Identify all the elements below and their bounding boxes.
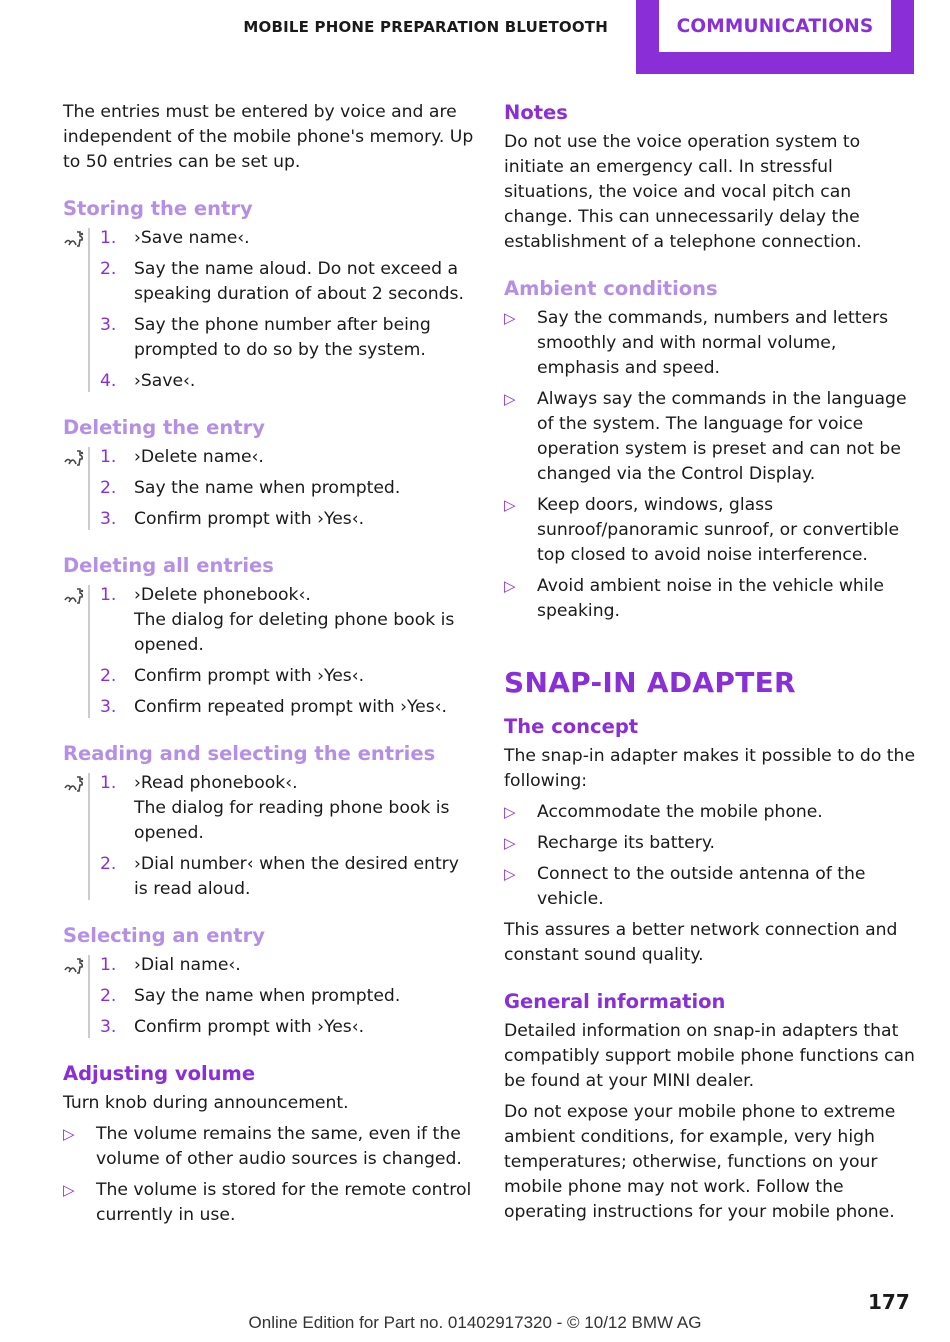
step-number: 3. — [100, 315, 117, 335]
bullet-item — [504, 306, 916, 381]
step-text — [134, 257, 475, 307]
heading-general-information: General information — [504, 990, 726, 1013]
voice-steps-bar — [88, 773, 90, 900]
heading-selecting-entry: Selecting an entry — [63, 924, 265, 947]
step-text — [134, 953, 475, 978]
triangle-bullet-icon: ▷ — [504, 496, 516, 514]
bullet-text: The volume is stored for the remote control currently in use. — [96, 1180, 472, 1225]
bullet-text: Avoid ambient noise in the vehicle while speaking. — [537, 576, 884, 621]
step-text — [134, 1015, 475, 1040]
heading-ambient-conditions: Ambient conditions — [504, 277, 718, 300]
heading-notes: Notes — [504, 101, 568, 124]
steps-reading-entries — [63, 771, 475, 902]
voice-command-icon — [63, 445, 88, 469]
step-text — [134, 226, 475, 251]
voice-command-icon — [63, 771, 88, 795]
step-note: The dialog for deleting phone book is opened. — [134, 610, 455, 655]
heading-storing-entry: Storing the entry — [63, 197, 253, 220]
general-paragraph-2: Do not expose your mobile phone to extreme ambient conditions, for example, very high temperatures; otherwise, functions on your mobile phone may not work. Follow the operating instructions for your mobile phone. — [504, 1102, 896, 1222]
bullets-concept — [504, 800, 916, 912]
voice-command-icon — [63, 226, 88, 250]
triangle-bullet-icon: ▷ — [504, 577, 516, 595]
step-item — [100, 1015, 475, 1040]
voice-steps-bar — [88, 447, 90, 530]
bullet-text: Say the commands, numbers and letters smoothly and with normal volume, emphasis and speed. — [537, 308, 889, 378]
section-title-snap-in-adapter: SNAP-IN ADAPTER — [504, 666, 796, 699]
bullet-text: Keep doors, windows, glass sunroof/panoramic sunroof, or convertible top closed to avoid noise interference. — [537, 495, 900, 565]
bullet-text: Connect to the outside antenna of the vehicle. — [537, 864, 866, 909]
triangle-bullet-icon: ▷ — [504, 803, 516, 821]
running-header-title: MOBILE PHONE PREPARATION BLUETOOTH — [243, 18, 608, 36]
chapter-tab — [636, 0, 914, 74]
heading-deleting-all-entries: Deleting all entries — [63, 554, 274, 577]
heading-adjusting-volume: Adjusting volume — [63, 1062, 256, 1085]
step-command: Say the name when prompted. — [134, 478, 401, 498]
step-note: The dialog for reading phone book is opened. — [134, 798, 450, 843]
step-text — [134, 583, 475, 658]
bullet-item — [504, 862, 916, 912]
voice-steps-bar — [88, 585, 90, 718]
bullet-text: Recharge its battery. — [537, 833, 716, 853]
step-number: 2. — [100, 259, 117, 279]
steps-deleting-entry — [63, 445, 475, 532]
voice-steps-bar — [88, 955, 90, 1038]
step-command: ›Delete phonebook‹. — [134, 585, 311, 605]
concept-outro: This assures a better network connection and constant sound quality. — [504, 920, 898, 965]
step-number: 1. — [100, 228, 117, 248]
bullet-item — [504, 800, 916, 825]
general-paragraph-1: Detailed information on snap-in adapters that compatibly support mobile phone functions can be found at your MINI dealer. — [504, 1021, 915, 1091]
step-command: ›Save name‹. — [134, 228, 250, 248]
step-command: Confirm prompt with ›Yes‹. — [134, 1017, 365, 1037]
triangle-bullet-icon: ▷ — [63, 1181, 75, 1199]
step-item — [100, 695, 475, 720]
step-item — [100, 664, 475, 689]
intro-paragraph: The entries must be entered by voice and are independent of the mobile phone's memory. Up to 50 entries can be set up. — [63, 102, 474, 172]
step-number: 1. — [100, 955, 117, 975]
triangle-bullet-icon: ▷ — [504, 834, 516, 852]
step-command: ›Save‹. — [134, 371, 196, 391]
concept-intro: The snap-in adapter makes it possible to do the following: — [504, 746, 916, 791]
voice-command-icon — [63, 583, 88, 607]
step-item — [100, 953, 475, 978]
triangle-bullet-icon: ▷ — [504, 309, 516, 327]
step-text — [134, 313, 475, 363]
step-item — [100, 226, 475, 251]
right-column — [504, 100, 916, 1231]
heading-reading-entries: Reading and selecting the entries — [63, 742, 436, 765]
step-text — [134, 984, 475, 1009]
step-text — [134, 445, 475, 470]
step-number: 2. — [100, 478, 117, 498]
step-command: Say the name aloud. Do not exceed a speaking duration of about 2 seconds. — [134, 259, 464, 304]
steps-deleting-all-entries — [63, 583, 475, 720]
step-command: ›Dial number‹ when the desired entry is read aloud. — [134, 854, 459, 899]
triangle-bullet-icon: ▷ — [504, 865, 516, 883]
step-command: ›Delete name‹. — [134, 447, 264, 467]
step-item — [100, 507, 475, 532]
step-text — [134, 507, 475, 532]
step-command: Confirm repeated prompt with ›Yes‹. — [134, 697, 448, 717]
step-text — [134, 771, 475, 846]
heading-concept: The concept — [504, 715, 639, 738]
page-number: 177 — [868, 1290, 910, 1314]
step-command: ›Read phonebook‹. — [134, 773, 298, 793]
steps-selecting-entry — [63, 953, 475, 1040]
step-item — [100, 369, 475, 394]
bullets-ambient-conditions — [504, 306, 916, 624]
bullet-item — [63, 1178, 475, 1228]
step-number: 1. — [100, 585, 117, 605]
step-number: 1. — [100, 773, 117, 793]
bullet-item — [504, 831, 916, 856]
step-command: Say the phone number after being prompted to do so by the system. — [134, 315, 431, 360]
step-command: ›Dial name‹. — [134, 955, 241, 975]
step-number: 2. — [100, 986, 117, 1006]
step-command: Confirm prompt with ›Yes‹. — [134, 509, 365, 529]
steps-storing-entry — [63, 226, 475, 394]
bullet-item — [504, 574, 916, 624]
bullets-volume — [63, 1122, 475, 1228]
step-number: 3. — [100, 509, 117, 529]
voice-steps-bar — [88, 228, 90, 392]
heading-deleting-entry: Deleting the entry — [63, 416, 265, 439]
step-number: 3. — [100, 1017, 117, 1037]
step-item — [100, 771, 475, 846]
step-text — [134, 852, 475, 902]
bullet-text: Always say the commands in the language of the system. The language for voice operation system is preset and can not be changed via the Control Display. — [537, 389, 907, 484]
bullet-item — [63, 1122, 475, 1172]
voice-command-icon — [63, 953, 88, 977]
edition-footer: Online Edition for Part no. 01402917320 - © 10/12 BMW AG — [248, 1313, 702, 1332]
step-number: 1. — [100, 447, 117, 467]
notes-paragraph: Do not use the voice operation system to initiate an emergency call. In stressful situations, the voice and vocal pitch can change. This can unnecessarily delay the establishment of a telephone connection. — [504, 132, 862, 252]
chapter-tab-label: COMMUNICATIONS — [659, 0, 891, 52]
left-column — [63, 100, 475, 1234]
bullet-item — [504, 493, 916, 568]
step-item — [100, 984, 475, 1009]
step-text — [134, 369, 475, 394]
step-number: 3. — [100, 697, 117, 717]
step-item — [100, 257, 475, 307]
step-text — [134, 664, 475, 689]
step-item — [100, 583, 475, 658]
volume-intro: Turn knob during announcement. — [63, 1093, 349, 1113]
step-item — [100, 852, 475, 902]
bullet-text: The volume remains the same, even if the volume of other audio sources is changed. — [96, 1124, 462, 1169]
step-number: 2. — [100, 854, 117, 874]
triangle-bullet-icon: ▷ — [504, 390, 516, 408]
step-text — [134, 695, 475, 720]
step-command: Confirm prompt with ›Yes‹. — [134, 666, 365, 686]
step-item — [100, 445, 475, 470]
bullet-text: Accommodate the mobile phone. — [537, 802, 823, 822]
triangle-bullet-icon: ▷ — [63, 1125, 75, 1143]
bullet-item — [504, 387, 916, 487]
step-number: 4. — [100, 371, 117, 391]
step-item — [100, 313, 475, 363]
step-number: 2. — [100, 666, 117, 686]
step-item — [100, 476, 475, 501]
step-command: Say the name when prompted. — [134, 986, 401, 1006]
step-text — [134, 476, 475, 501]
